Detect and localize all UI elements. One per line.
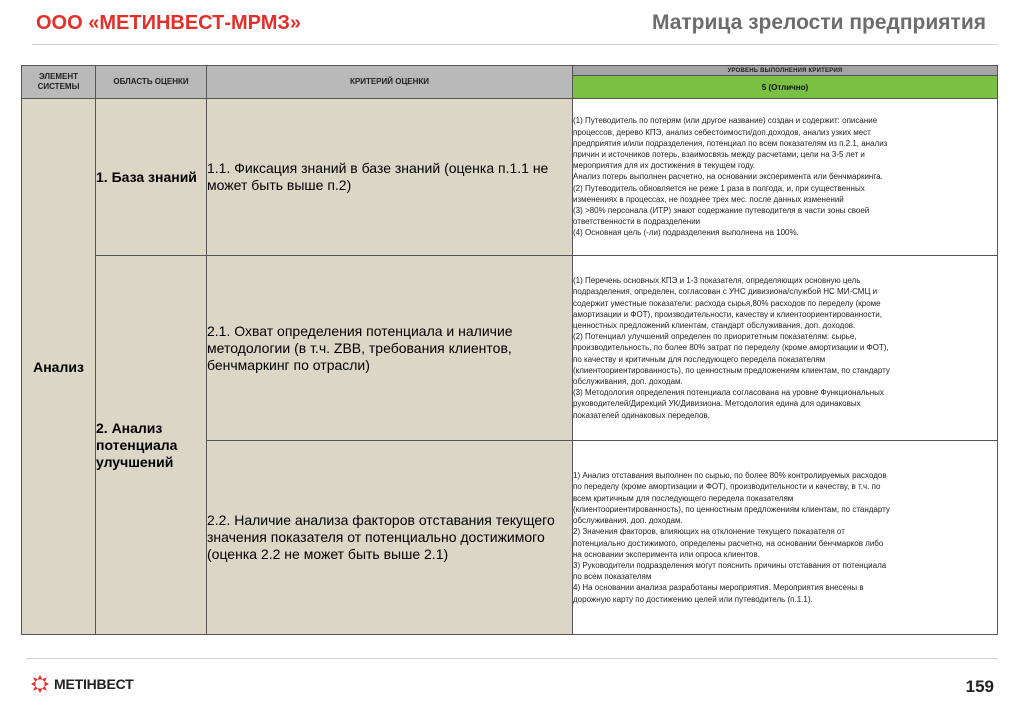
area-cell: 1. База знаний: [96, 99, 207, 256]
description-line: (4) Основная цель (-ли) подразделения выполнена на 100%.: [573, 228, 799, 238]
header-element: ЭЛЕМЕНТ СИСТЕМЫ: [22, 66, 96, 99]
description-line: потенциально достижимого, определены расчетно, на основании бенчмарков либо: [573, 538, 884, 548]
description-line: Анализ потерь выполнен расчетно, на основании эксперимента или бенчмаркинга.: [573, 172, 883, 182]
description-line: по качеству и критичным для последующего передела показателям: [573, 354, 826, 364]
criterion-cell: 1.1. Фиксация знаний в базе знаний (оценка п.1.1 не может быть выше п.2): [207, 99, 573, 256]
header-divider: [32, 44, 998, 45]
description-line: 3) Руководители подразделения могут пояснить причины отставания от потенциала: [573, 560, 887, 570]
description-line: (клиентоориентированность), по ценностным предложениям клиентам, по стандарту: [573, 365, 890, 375]
description-line: дорожную карту по достижению целей или путеводитель (п.1.1).: [573, 594, 813, 604]
description-line: предприятия и/или подразделения, потенциал по всем показателям из п.2.1, анализ: [573, 138, 888, 148]
maturity-matrix-table: [21, 65, 998, 635]
level-description-cell: [573, 256, 998, 441]
page-number: 159: [965, 677, 994, 696]
description-line: 4) На основании анализа разработаны мероприятия. Мероприятия внесены в: [573, 583, 864, 593]
description-line: ценностных предложений клиентам, стандарт обслуживания, доп. доходов.: [573, 320, 856, 330]
company-name: ООО «МЕТИНВЕСТ-МРМЗ»: [36, 12, 302, 34]
metinvest-logo: [30, 674, 134, 694]
description-line: 2) Значения факторов, влияющих на отклонение текущего показателя от: [573, 527, 845, 537]
header-level: 5 (Отлично): [573, 76, 998, 99]
description-line: амортизации и ФОТ), производительности, качеству и клиентоориентированности,: [573, 309, 882, 319]
criterion-cell: 2.1. Охват определения потенциала и наличие методологии (в т.ч. ZBB, требования клиентов, бенчмаркинг по отрасли): [207, 256, 573, 441]
description-line: (2) Потенциал улучшений определен по приоритетным показателям: сырье,: [573, 332, 857, 342]
description-line: обслуживания, доп. доходам.: [573, 377, 683, 386]
header-criterion: КРИТЕРИЙ ОЦЕНКИ: [207, 66, 573, 99]
description-line: по переделу (кроме амортизации и ФОТ), производительности и качеству, в т.ч. по: [573, 482, 881, 492]
description-line: по всем показателям: [573, 572, 652, 582]
level-description-cell: [573, 99, 998, 256]
description-line: 1) Анализ отставания выполнен по сырью, по более 80% контролируемых расходов: [573, 471, 887, 481]
description-line: производительность, по более 80% затрат по переделу (кроме амортизации и ФОТ),: [573, 343, 889, 353]
description-line: (2) Путеводитель обновляется не реже 1 раза в полгода, и, при существенных: [573, 183, 865, 193]
description-line: (1) Перечень основных КПЭ и 1-3 показателя, определяющих основную цель: [573, 276, 861, 286]
description-line: причин и источников потерь, взаимосвязь между расчетами, цели на 3-5 лет и: [573, 149, 865, 159]
metinvest-logo-icon: [30, 674, 50, 694]
description-line: (клиентоориентированность), по ценностным предложениям клиентам, по стандарту: [573, 504, 890, 514]
description-line: содержит уместные показатели: расхода сырья,80% расходов по переделу (кроме: [573, 298, 881, 308]
logo-text: МЕТІНВЕСТ: [54, 676, 134, 692]
header-area: ОБЛАСТЬ ОЦЕНКИ: [96, 66, 207, 99]
description-line: процессов, дерево КПЭ, анализ себестоимости/доп.доходов, анализ узких мест: [573, 127, 871, 137]
description-line: показателей одинаковых переделов.: [573, 410, 710, 420]
description-line: изменениях в процессах, не позднее трех мес. после данных изменений: [573, 194, 844, 204]
footer-divider: [26, 658, 998, 659]
description-line: (3) >80% персонала (ИТР) знают содержание путеводителя в части зоны своей: [573, 206, 870, 215]
description-line: руководителей/Дирекций УК/Дивизиона. Методология едина для одинаковых: [573, 399, 861, 409]
description-line: на основании эксперимента или опроса клиентов.: [573, 549, 760, 559]
description-line: всем критичным для последующего передела показателям: [573, 493, 794, 503]
description-line: (3) Методология определения потенциала согласована на уровне Функциональных: [573, 388, 884, 398]
level-description-cell: [573, 441, 998, 635]
header-level-group: УРОВЕНЬ ВЫПОЛНЕНИЯ КРИТЕРИЯ: [573, 66, 998, 76]
criterion-cell: 2.2. Наличие анализа факторов отставания текущего значения показателя от потенциально достижимого (оценка 2.2 не может быть выше 2.1): [207, 441, 573, 635]
page-title: Матрица зрелости предприятия: [651, 11, 986, 34]
description-line: подразделения, определен, согласован с УНС дивизиона/службой НС МИ-СМЦ и: [573, 287, 878, 297]
description-line: (1) Путеводитель по потерям (или другое название) создан и содержит: описание: [573, 116, 878, 126]
description-line: мероприятия для их достижения в текущем году.: [573, 161, 756, 171]
description-line: ответственности в подразделении: [573, 217, 701, 227]
description-line: обслуживания, доп. доходам.: [573, 516, 683, 526]
area-cell: 2. Анализ потенциала улучшений: [96, 256, 207, 635]
element-cell: Анализ: [22, 99, 96, 635]
